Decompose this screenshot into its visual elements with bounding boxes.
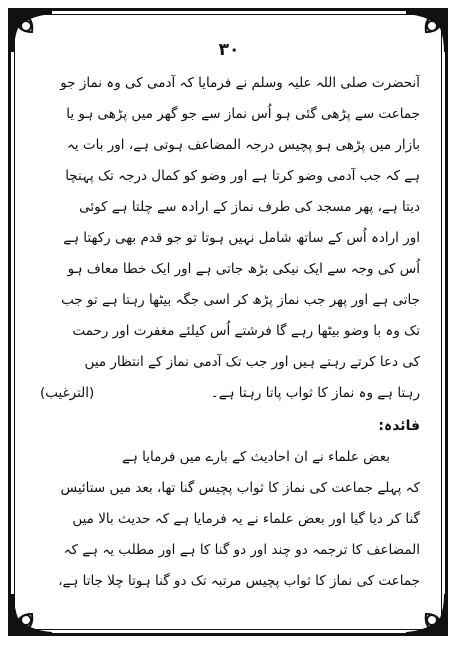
text-line: بازار میں پڑھی ہو پچیس درجہ المضاعف ہوتی ہے، اور بات یہ xyxy=(66,137,420,153)
section-heading: فائدہ: xyxy=(378,418,420,434)
reference-citation: (الترغیب) xyxy=(40,385,95,401)
text-line xyxy=(40,378,420,409)
page-number: ۳۰ xyxy=(218,40,240,60)
text-line: کہ پہلے جماعت کی نماز کا ثواب پچیس گنا تھا، بعد میں ستائیس xyxy=(60,480,420,496)
text-line: دیتا ہے، پھر مسجد کی طرف نماز کے ارادہ سے چلتا ہے کوئی xyxy=(79,199,420,215)
text-line: بعض علماء نے ان احادیث کے بارے میں فرمایا ہے xyxy=(122,449,390,465)
text-line: تک وہ با وضو بیٹھا رہے گا فرشتے اُس کیلئے مغفرت اور رحمت xyxy=(72,323,420,339)
text-line: اُس کی وجہ سے ایک نیکی بڑھ جاتی ہے اور ایک خطا معاف ہو xyxy=(67,261,420,277)
text-line: جماعت کی نماز کا ثواب پچیس مرتبہ تک دو گنا ہوتا چلا جاتا ہے، xyxy=(58,573,420,589)
text-line: جماعت سے پڑھی گئی ہو اُس نماز سے جو گھر میں پڑھی ہو یا xyxy=(66,106,420,122)
text-line: المضاعف کا ترجمہ دو چند اور دو گنا کا ہے اور مطلب یہ ہے کہ xyxy=(63,542,420,558)
text-line: گنا کر دیا گیا اور بعض علماء نے یہ فرمایا ہے کہ حدیث بالا میں xyxy=(72,511,420,527)
corner-ornament-icon xyxy=(404,592,450,638)
corner-ornament-icon xyxy=(8,592,54,638)
main-text xyxy=(40,68,420,597)
text-line: کی دعا کرتے رہتے ہیں اور جب تک آدمی نماز کے انتظار میں xyxy=(84,354,420,370)
text-line-content: رہتا ہے وہ نماز کا ثواب پاتا رہتا ہے۔ xyxy=(210,385,420,401)
text-line: ہے کہ جب آدمی وضو کرتا ہے اور وضو کو کمال درجہ تک پہنچا xyxy=(65,168,420,184)
text-line: جاتی ہے اور پھر جب نماز پڑھ کر اسی جگہ بیٹھا رہتا ہے تو جب xyxy=(61,292,420,308)
text-line: آنحضرت صلی اللہ علیہ وسلم نے فرمایا کہ آدمی کی وہ نماز جو xyxy=(60,75,420,91)
text-line: اور ارادہ اُس کے ساتھ شامل نہیں ہوتا تو جو قدم بھی رکھتا ہے xyxy=(63,230,420,246)
